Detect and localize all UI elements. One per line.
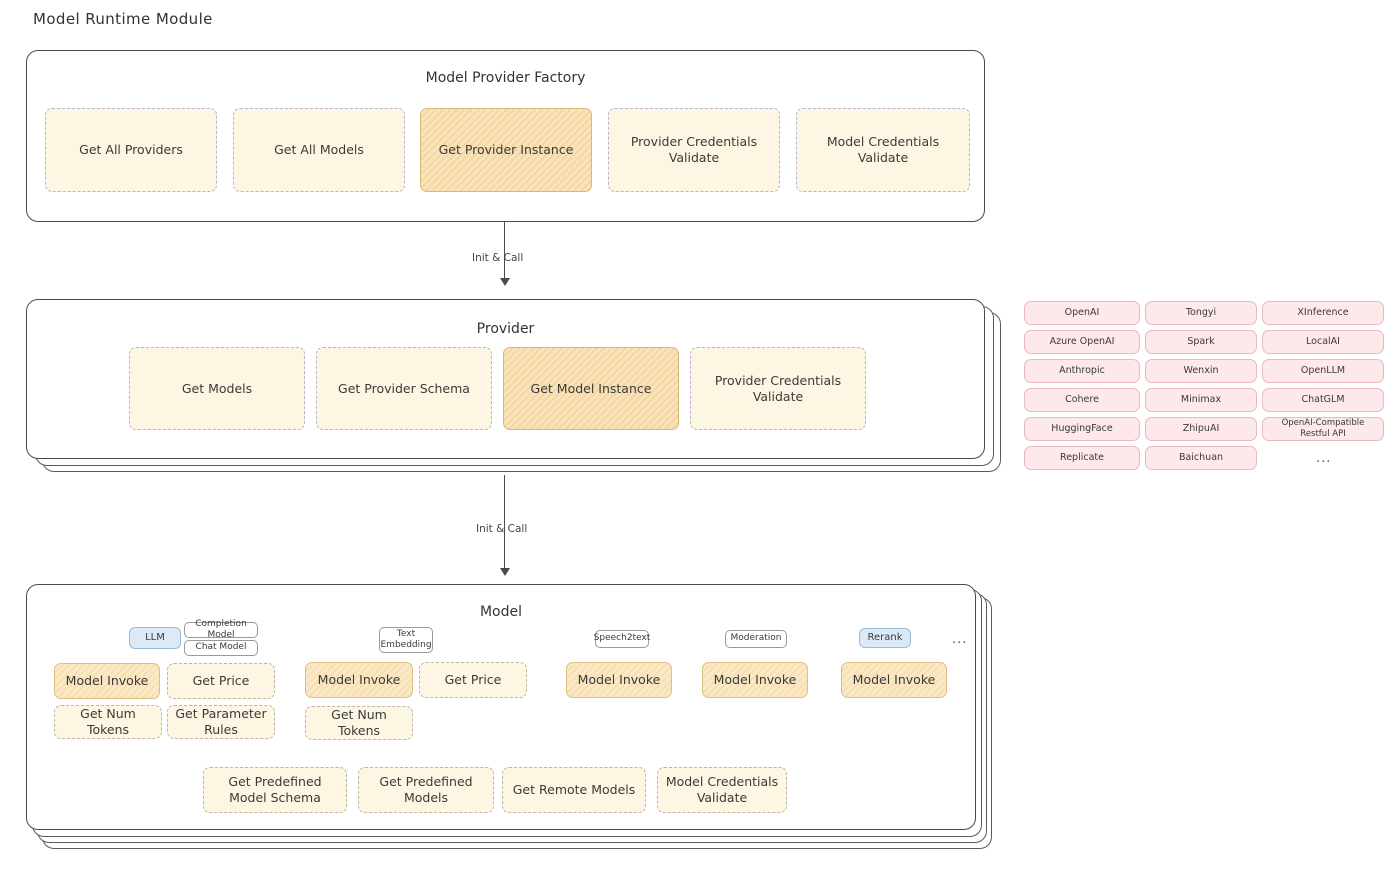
model-title: Model — [479, 604, 523, 620]
model-type-text-embedding[interactable]: Text Embedding — [379, 627, 433, 653]
embedding-op-get-num-tokens[interactable]: Get Num Tokens — [305, 706, 413, 740]
model-types-more: ... — [952, 632, 968, 647]
arrow-provider-to-model-label: Init & Call — [476, 523, 528, 535]
provider-chip-chatglm[interactable]: ChatGLM — [1262, 388, 1384, 412]
llm-op-get-num-tokens[interactable]: Get Num Tokens — [54, 705, 162, 739]
provider-chip-huggingface[interactable]: HuggingFace — [1024, 417, 1140, 441]
provider-chip-anthropic[interactable]: Anthropic — [1024, 359, 1140, 383]
provider-title: Provider — [476, 321, 535, 337]
speech2text-op-model-invoke[interactable]: Model Invoke — [566, 662, 672, 698]
provider-chip-cohere[interactable]: Cohere — [1024, 388, 1140, 412]
model-type-llm[interactable]: LLM — [129, 627, 181, 649]
provider-chip-spark[interactable]: Spark — [1145, 330, 1257, 354]
model-type-completion-model[interactable]: Completion Model — [184, 622, 258, 638]
llm-op-model-invoke[interactable]: Model Invoke — [54, 663, 160, 699]
model-type-speech2text[interactable]: Speech2text — [595, 630, 649, 648]
embedding-op-model-invoke[interactable]: Model Invoke — [305, 662, 413, 698]
model-type-rerank[interactable]: Rerank — [859, 628, 911, 648]
factory-node-model-credentials-validate[interactable]: Model Credentials Validate — [796, 108, 970, 192]
factory-node-get-all-models[interactable]: Get All Models — [233, 108, 405, 192]
arrow-factory-to-provider-head — [500, 278, 510, 286]
provider-chip-baichuan[interactable]: Baichuan — [1145, 446, 1257, 470]
provider-list — [1024, 301, 1384, 481]
model-type-chat-model[interactable]: Chat Model — [184, 640, 258, 656]
provider-node-get-models[interactable]: Get Models — [129, 347, 305, 430]
provider-chip-wenxin[interactable]: Wenxin — [1145, 359, 1257, 383]
shared-op-get-remote-models[interactable]: Get Remote Models — [502, 767, 646, 813]
provider-chip-tongyi[interactable]: Tongyi — [1145, 301, 1257, 325]
factory-node-get-all-providers[interactable]: Get All Providers — [45, 108, 217, 192]
provider-chip-minimax[interactable]: Minimax — [1145, 388, 1257, 412]
arrow-factory-to-provider — [504, 222, 505, 280]
provider-chip-zhipuai[interactable]: ZhipuAI — [1145, 417, 1257, 441]
shared-op-model-credentials-validate[interactable]: Model Credentials Validate — [657, 767, 787, 813]
provider-chip-openai[interactable]: OpenAI — [1024, 301, 1140, 325]
shared-op-get-predefined-models[interactable]: Get Predefined Models — [358, 767, 494, 813]
provider-chip-xinference[interactable]: XInference — [1262, 301, 1384, 325]
model-provider-factory-title: Model Provider Factory — [425, 70, 586, 86]
provider-node-provider-credentials-validate[interactable]: Provider Credentials Validate — [690, 347, 866, 430]
factory-node-provider-credentials-validate[interactable]: Provider Credentials Validate — [608, 108, 780, 192]
factory-node-get-provider-instance[interactable]: Get Provider Instance — [420, 108, 592, 192]
page-title: Model Runtime Module — [33, 10, 213, 28]
arrow-provider-to-model-head — [500, 568, 510, 576]
llm-op-get-price[interactable]: Get Price — [167, 663, 275, 699]
provider-list-more: ... — [1316, 451, 1332, 466]
shared-op-get-predefined-model-schema[interactable]: Get Predefined Model Schema — [203, 767, 347, 813]
embedding-op-get-price[interactable]: Get Price — [419, 662, 527, 698]
arrow-factory-to-provider-label: Init & Call — [472, 252, 524, 264]
provider-chip-openai-compatible-restful-api[interactable]: OpenAI-Compatible Restful API — [1262, 417, 1384, 441]
provider-chip-azure-openai[interactable]: Azure OpenAI — [1024, 330, 1140, 354]
provider-node-get-provider-schema[interactable]: Get Provider Schema — [316, 347, 492, 430]
provider-chip-openllm[interactable]: OpenLLM — [1262, 359, 1384, 383]
model-type-moderation[interactable]: Moderation — [725, 630, 787, 648]
provider-node-get-model-instance[interactable]: Get Model Instance — [503, 347, 679, 430]
rerank-op-model-invoke[interactable]: Model Invoke — [841, 662, 947, 698]
provider-chip-localai[interactable]: LocalAI — [1262, 330, 1384, 354]
llm-op-get-parameter-rules[interactable]: Get Parameter Rules — [167, 705, 275, 739]
provider-chip-replicate[interactable]: Replicate — [1024, 446, 1140, 470]
moderation-op-model-invoke[interactable]: Model Invoke — [702, 662, 808, 698]
